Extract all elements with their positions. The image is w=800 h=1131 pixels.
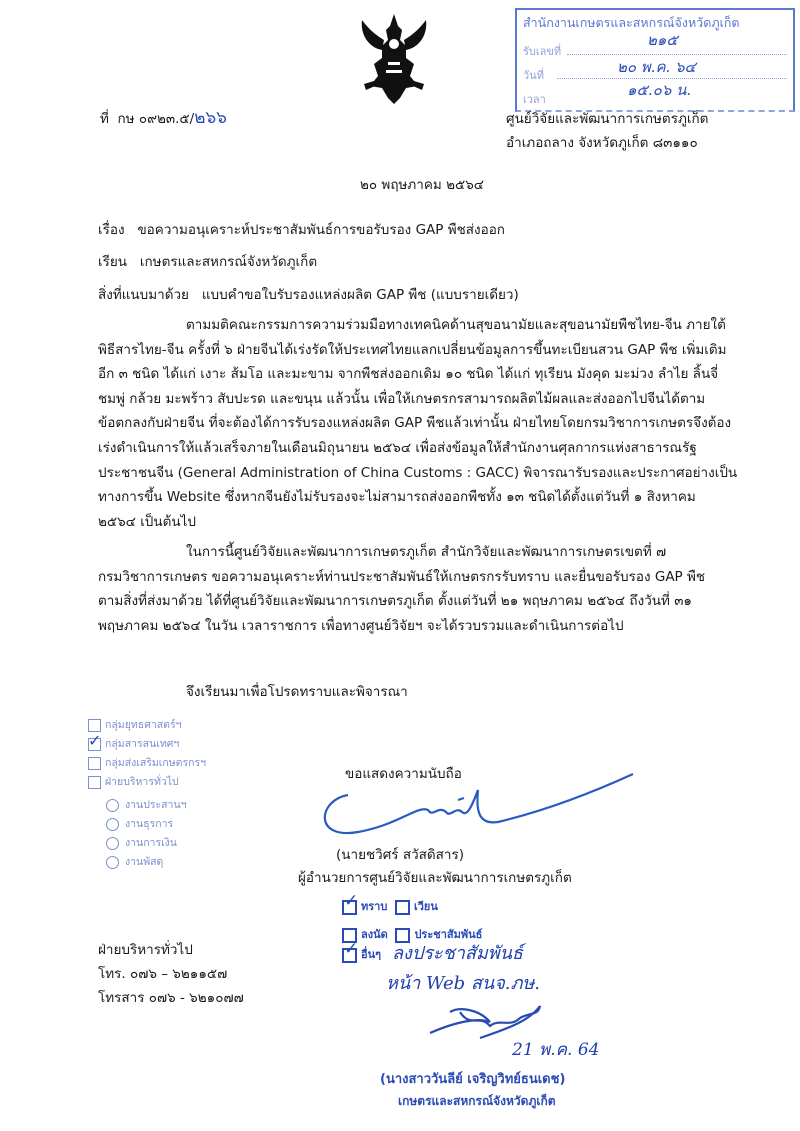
- radio-icon: [106, 818, 119, 831]
- checkbox-icon: [395, 900, 410, 915]
- director-position: ผู้อำนวยการศูนย์วิจัยและพัฒนาการเกษตรภูเก็ต: [298, 870, 572, 886]
- handwritten-note-1: ลงประชาสัมพันธ์: [392, 943, 523, 964]
- received-stamp: [515, 8, 795, 112]
- checkbox-checked-icon: ✓: [342, 948, 357, 963]
- reference-number: ที่ กษ ๐๙๒๓.๕/๒๖๖: [100, 108, 227, 128]
- subject-line: [98, 218, 505, 240]
- approver-name: (นางสาววันลีย์ เจริญวิทย์ธนเดช): [380, 1072, 566, 1087]
- ref-handwritten: ๒๖๖: [194, 108, 227, 128]
- routing-unit-clerical: งานธุรการ: [106, 815, 206, 834]
- letter-date: ๒๐ พฤษภาคม ๒๕๖๔: [360, 177, 485, 193]
- radio-icon: [106, 856, 119, 869]
- body-paragraph-1: ตามมติคณะกรรมการความร่วมมือทางเทคนิคด้านสุขอนามัยและสุขอนามัยพืชไทย-จีน ภายใต้ พิธีสารไทย-จีน ครั้งที่ ๖ ฝ่ายจีนได้เร่งรัดให้ประเทศไทยแลกเปลี่ยนข้อมูลการขึ้นทะเบียนสวน GAP พืช เพิ่มเติม อีก ๓ ชนิด ได้แก่ เงาะ ส้มโอ และมะขาม จากพืชส่งออกเดิม ๑๐ ชนิด ได้แก่ ทุเรียน มังคุด มะม่วง ลำไย ลิ้นจี่ ชมพู่ กล้วย มะพร้าว สับปะรด และขนุน แล้วนั้น เพื่อให้เกษตรกรสามารถผลิตไม้ผลและส่งออกไปจีนได้ตาม ข้อตกลงกับฝ่ายจีน ที่จะต้องได้การรับรองแหล่งผลิต GAP พืชแล้วเท่านั้น ฝ่ายไทยโดยกรมวิชาการเกษตรจึงต้อง เร่งดำเนินการให้แล้วเสร็จภายในเดือนมิถุนายน ๒๕๖๔ เพื่อส่งข้อมูลให้สำนักงานศุลกากรแห่งสาธารณรัฐ ประชาชนจีน (General Administration of China Customs : GACC) พิจารณารับรองและประกาศอย่างเป็น ทางการขึ้น Website ซึ่งหากจีนยังไม่รับรองจะไม่สามารถส่งออกพืชทั้ง ๑๓ ชนิดได้ตั้งแต่วันที่ ๑ สิงหาคม ๒๕๖๔ เป็นต้นไป: [98, 317, 738, 530]
- routing-group-admin: ฝ่ายบริหารทั่วไป: [88, 773, 206, 792]
- stamp-receipt-label: รับเลขที่: [523, 45, 562, 58]
- routing-unit-supplies: งานพัสดุ: [106, 853, 206, 872]
- sender-address: อำเภอถลาง จังหวัดภูเก็ต ๘๓๑๑๐: [506, 135, 698, 151]
- routing-stamp: [88, 716, 206, 872]
- routing-unit-coordination: งานประสานฯ: [106, 796, 206, 815]
- body-paragraph-2: ในการนี้ศูนย์วิจัยและพัฒนาการเกษตรภูเก็ต สำนักวิจัยและพัฒนาการเกษตรเขตที่ ๗ กรมวิชาการเกษตร ขอความอนุเคราะห์ท่านประชาสัมพันธ์ให้เกษตรกรรับทราบ และยื่นขอรับรอง GAP พืช ตามสิ่งที่ส่งมาด้วย ได้ที่ศูนย์วิจัยและพัฒนาการเกษตรภูเก็ต ตั้งแต่วันที่ ๒๑ พฤษภาคม ๒๕๖๔ ถึงวันที่ ๓๑ พฤษภาคม ๒๕๖๔ ในวัน เวลาราชการ เพื่อทางศูนย์วิจัยฯ จะได้รวบรวมและดำเนินการต่อไป: [98, 544, 706, 634]
- checkbox-icon: [88, 757, 101, 770]
- to-text: เกษตรและสหกรณ์จังหวัดภูเก็ต: [139, 254, 318, 270]
- contact-department: ฝ่ายบริหารทั่วไป: [98, 942, 193, 958]
- contact-fax: โทรสาร ๐๗๖ - ๖๒๑๐๗๗: [98, 990, 244, 1006]
- garuda-emblem-icon: [344, 6, 444, 106]
- signature-director-icon: [318, 770, 648, 850]
- stamp-date: ๒๐ พ.ค. ๖๔: [617, 58, 696, 76]
- handwritten-date: 21 พ.ค. 64: [512, 1040, 600, 1060]
- attachment-label: สิ่งที่แนบมาด้วย: [98, 287, 189, 303]
- action-stamp: ✓ ทราบ เวียน ลงนัด ประชาสัมพันธ์ ✓ อื่นๆ: [344, 890, 483, 961]
- director-name: (นายชวิศร์ สวัสดิสาร): [336, 847, 465, 863]
- subject-label: เรื่อง: [98, 222, 125, 238]
- to-line: [98, 250, 317, 272]
- stamp-date-label: วันที่: [523, 69, 544, 82]
- attachment-text: แบบคำขอใบรับรองแหล่งผลิต GAP พืช (แบบรายเดียว): [201, 287, 519, 303]
- stamp-office: สำนักงานเกษตรและสหกรณ์จังหวัดภูเก็ต: [523, 15, 740, 30]
- stamp-time-label: เวลา: [523, 93, 546, 106]
- to-label: เรียน: [98, 254, 128, 270]
- stamp-receipt-no: ๒๑๕: [647, 31, 678, 49]
- routing-group-strategy: กลุ่มยุทธศาสตร์ฯ: [88, 716, 206, 735]
- contact-phone: โทร. ๐๗๖ – ๖๒๑๑๕๗: [98, 966, 228, 982]
- checkbox-icon: [88, 776, 101, 789]
- handwritten-note-2: หน้า Web สนจ.ภษ.: [386, 973, 540, 994]
- radio-icon: [106, 799, 119, 812]
- checkbox-checked-icon: ✓: [88, 730, 102, 750]
- routing-group-promotion: กลุ่มส่งเสริมเกษตรกรฯ: [88, 754, 206, 773]
- approver-position: เกษตรและสหกรณ์จังหวัดภูเก็ต: [398, 1094, 556, 1108]
- routing-unit-finance: งานการเงิน: [106, 834, 206, 853]
- routing-group-information: ✓ กลุ่มสารสนเทศฯ: [88, 730, 180, 750]
- closing-text: จึงเรียนมาเพื่อโปรดทราบและพิจารณา: [186, 684, 408, 700]
- sender-org: ศูนย์วิจัยและพัฒนาการเกษตรภูเก็ต: [506, 111, 709, 127]
- attachment-line: [98, 283, 519, 305]
- stamp-time: ๑๕.๐๖ น.: [627, 81, 692, 99]
- radio-icon: [106, 837, 119, 850]
- regards-text: ขอแสดงความนับถือ: [345, 766, 462, 782]
- subject-text: ขอความอนุเคราะห์ประชาสัมพันธ์การขอรับรอง GAP พืชส่งออก: [137, 222, 505, 238]
- checkbox-checked-icon: ✓: [342, 900, 357, 915]
